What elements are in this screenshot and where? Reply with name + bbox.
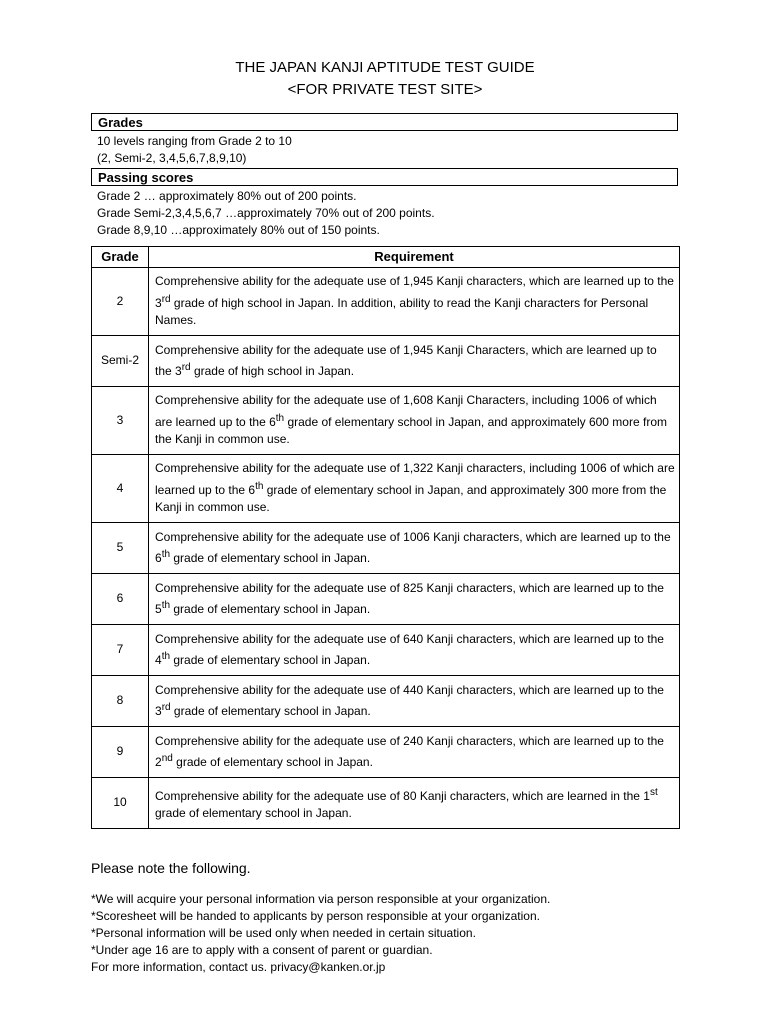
grade-cell: 10 <box>92 778 149 829</box>
grades-line: (2, Semi-2, 3,4,5,6,7,8,9,10) <box>97 151 247 165</box>
requirement-cell: Comprehensive ability for the adequate use of 1,945 Kanji characters, which are learned up to the 3rd grade of high school in Japan. In addition, ability to read the Kanji characters for Personal Names. <box>149 268 680 336</box>
column-header-grade: Grade <box>92 247 149 268</box>
table-row <box>92 778 680 829</box>
contact-line: For more information, contact us. privacy@kanken.or.jp <box>91 960 386 974</box>
notes-heading: Please note the following. <box>91 860 251 876</box>
table-row <box>92 625 680 676</box>
table-row <box>92 387 680 455</box>
requirement-cell: Comprehensive ability for the adequate use of 640 Kanji characters, which are learned up to the 4th grade of elementary school in Japan. <box>149 625 680 676</box>
table-row <box>92 455 680 523</box>
passing-score-line: Grade 2 … approximately 80% out of 200 points. <box>97 189 357 203</box>
grade-cell: 5 <box>92 523 149 574</box>
grades-heading: Grades <box>91 113 678 131</box>
requirements-table <box>91 246 680 829</box>
grade-cell: 4 <box>92 455 149 523</box>
document-title: THE JAPAN KANJI APTITUDE TEST GUIDE <box>235 59 535 76</box>
requirement-cell: Comprehensive ability for the adequate use of 1006 Kanji characters, which are learned up to the 6th grade of elementary school in Japan. <box>149 523 680 574</box>
grade-cell: 8 <box>92 676 149 727</box>
passing-score-line: Grade 8,9,10 …approximately 80% out of 150 points. <box>97 223 380 237</box>
grade-cell: Semi-2 <box>92 336 149 387</box>
table-row <box>92 268 680 336</box>
grades-line: 10 levels ranging from Grade 2 to 10 <box>97 134 292 148</box>
column-header-requirement: Requirement <box>149 247 680 268</box>
note-line: *Under age 16 are to apply with a consent of parent or guardian. <box>91 943 433 957</box>
requirement-cell: Comprehensive ability for the adequate use of 80 Kanji characters, which are learned in the 1st grade of elementary school in Japan. <box>149 778 680 829</box>
note-line: *We will acquire your personal information via person responsible at your organization. <box>91 892 551 906</box>
note-line: *Scoresheet will be handed to applicants by person responsible at your organization. <box>91 909 540 923</box>
grade-cell: 7 <box>92 625 149 676</box>
table-row <box>92 574 680 625</box>
grade-cell: 6 <box>92 574 149 625</box>
table-row <box>92 727 680 778</box>
table-header-row <box>92 247 680 268</box>
requirement-cell: Comprehensive ability for the adequate use of 240 Kanji characters, which are learned up to the 2nd grade of elementary school in Japan. <box>149 727 680 778</box>
requirement-cell: Comprehensive ability for the adequate use of 440 Kanji characters, which are learned up to the 3rd grade of elementary school in Japan. <box>149 676 680 727</box>
grade-cell: 9 <box>92 727 149 778</box>
table-row <box>92 523 680 574</box>
passing-score-line: Grade Semi-2,3,4,5,6,7 …approximately 70% out of 200 points. <box>97 206 435 220</box>
note-line: *Personal information will be used only when needed in certain situation. <box>91 926 476 940</box>
document-subtitle: <FOR PRIVATE TEST SITE> <box>287 81 483 98</box>
requirement-cell: Comprehensive ability for the adequate use of 1,945 Kanji Characters, which are learned up to the 3rd grade of high school in Japan. <box>149 336 680 387</box>
requirement-cell: Comprehensive ability for the adequate use of 1,608 Kanji Characters, including 1006 of which are learned up to the 6th grade of elementary school in Japan, and approximately 600 more from the Kanji in common use. <box>149 387 680 455</box>
table-row <box>92 336 680 387</box>
table-row <box>92 676 680 727</box>
requirement-cell: Comprehensive ability for the adequate use of 825 Kanji characters, which are learned up to the 5th grade of elementary school in Japan. <box>149 574 680 625</box>
grade-cell: 3 <box>92 387 149 455</box>
passing-scores-heading: Passing scores <box>91 168 678 186</box>
requirement-cell: Comprehensive ability for the adequate use of 1,322 Kanji characters, including 1006 of which are learned up to the 6th grade of elementary school in Japan, and approximately 300 more from the Kanji in common use. <box>149 455 680 523</box>
grade-cell: 2 <box>92 268 149 336</box>
